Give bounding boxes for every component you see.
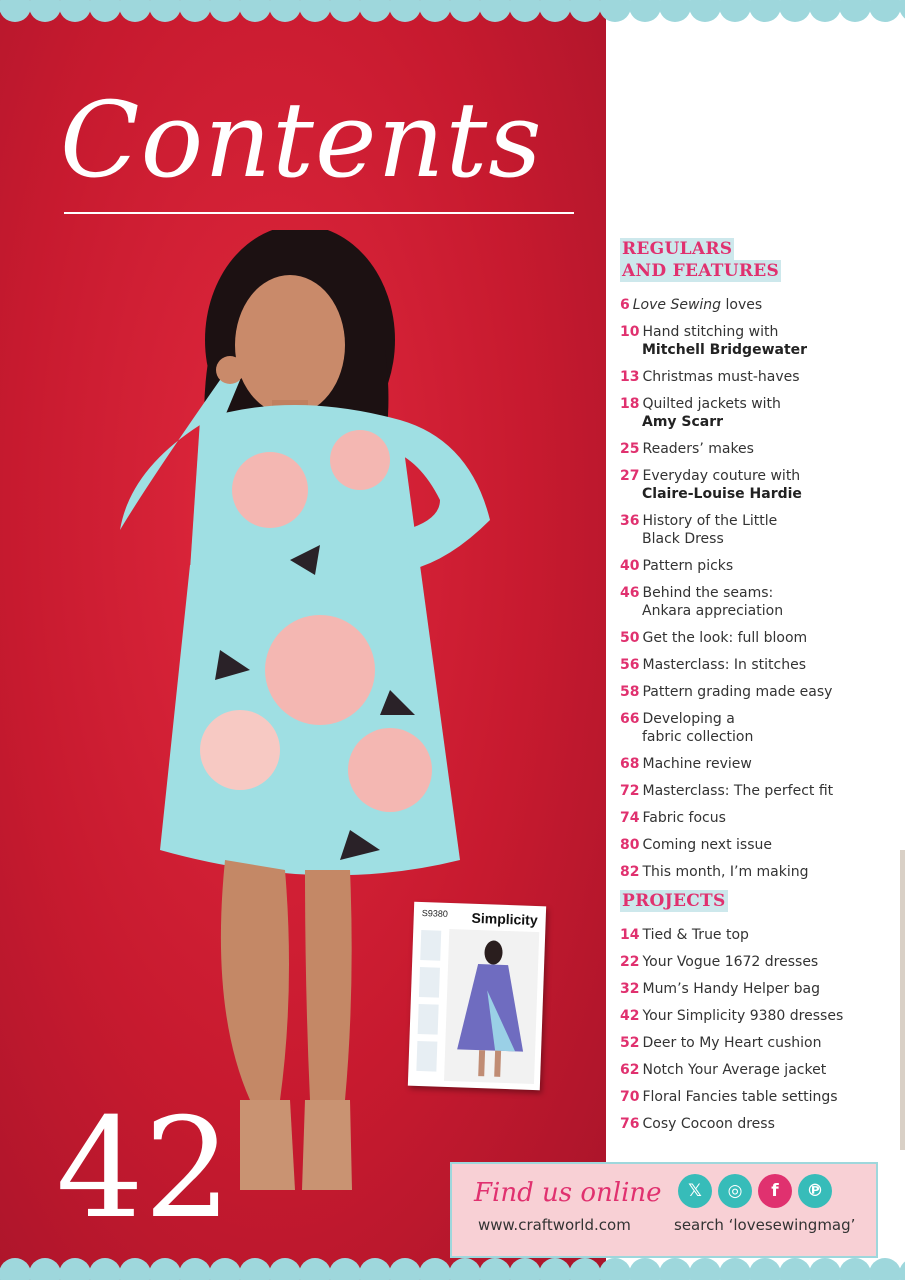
contents-entry[interactable] [620,395,900,431]
pattern-envelope [408,902,546,1090]
pattern-code: S9380 [421,908,449,919]
website-link[interactable]: www.craftworld.com [478,1216,631,1234]
entry-title: Your Vogue 1672 dresses [642,954,819,970]
entry-page-number: 25 [620,441,640,457]
entry-title: Cosy Cocoon dress [642,1116,775,1132]
entry-title: Masterclass: The perfect fit [642,783,834,799]
entry-page-number: 6 [620,297,630,313]
entry-page-number: 22 [620,954,640,970]
entry-title-line2: Amy Scarr [642,414,724,430]
entry-title: Get the look: full bloom [642,630,808,646]
entry-title: This month, I’m making [642,864,809,880]
contents-entry[interactable] [620,782,900,800]
contents-entry[interactable] [620,557,900,575]
contents-entry[interactable] [620,836,900,854]
find-us-online-box [450,1162,878,1258]
entry-page-number: 27 [620,468,640,484]
contents-entry[interactable] [620,1115,900,1133]
contents-entry[interactable] [620,1007,900,1025]
scallop-border-top [0,0,905,24]
contents-entry[interactable] [620,296,900,314]
entry-title: Notch Your Average jacket [642,1062,827,1078]
entry-title: Hand stitching with [642,324,779,340]
entry-page-number: 50 [620,630,640,646]
contents-entry[interactable] [620,1088,900,1106]
page-edge-strip [900,850,905,1150]
entry-title: Quilted jackets with [642,396,781,412]
contents-entry[interactable] [620,467,900,503]
find-us-online-title: Find us online [474,1178,662,1208]
contents-entry[interactable] [620,710,900,746]
contents-entry[interactable] [620,809,900,827]
contents-entry[interactable] [620,584,900,620]
contents-entry[interactable] [620,980,900,998]
entry-title-line2: fabric collection [642,729,754,745]
contents-entry[interactable] [620,323,900,359]
entry-page-number: 62 [620,1062,640,1078]
projects-heading-block [620,890,900,912]
facebook-icon[interactable]: f [758,1174,792,1208]
entry-page-number: 74 [620,810,640,826]
social-search-handle: search ‘lovesewingmag’ [674,1216,856,1234]
page-number: 42 [56,1088,232,1249]
pinterest-icon[interactable]: ℗ [798,1174,832,1208]
entry-title: Readers’ makes [642,441,754,457]
contents-entry[interactable] [620,1034,900,1052]
contents-entry[interactable] [620,683,900,701]
entry-page-number: 46 [620,585,640,601]
entry-title: Fabric focus [642,810,726,826]
entry-page-number: 82 [620,864,640,880]
contents-entry[interactable] [620,629,900,647]
contents-entry[interactable] [620,1061,900,1079]
entry-title: Pattern grading made easy [642,684,833,700]
entry-page-number: 13 [620,369,640,385]
entry-title: Deer to My Heart cushion [642,1035,822,1051]
entry-page-number: 68 [620,756,640,772]
title-underline [64,212,574,214]
entry-page-number: 42 [620,1008,640,1024]
entry-title: Pattern picks [642,558,734,574]
contents-entry[interactable] [620,656,900,674]
entry-title-suffix: loves [725,297,763,313]
entry-title: Developing a [642,711,735,727]
entry-page-number: 14 [620,927,640,943]
regulars-heading [620,238,900,282]
instagram-icon[interactable]: ◎ [718,1174,752,1208]
entry-title: Machine review [642,756,752,772]
pattern-brand-logo: Simplicity [471,909,538,929]
entry-page-number: 66 [620,711,640,727]
entry-title-line2: Mitchell Bridgewater [642,342,808,358]
entry-title: History of the Little [642,513,778,529]
x-icon[interactable]: 𝕏 [678,1174,712,1208]
page-title: Contents [60,79,543,201]
entry-title-line2: Ankara appreciation [642,603,784,619]
entry-page-number: 32 [620,981,640,997]
projects-list [620,926,900,1133]
entry-page-number: 18 [620,396,640,412]
entry-title-line2: Black Dress [642,531,724,547]
entry-title: Behind the seams: [642,585,774,601]
contents-entry[interactable] [620,953,900,971]
entry-page-number: 72 [620,783,640,799]
contents-entry[interactable] [620,440,900,458]
entry-page-number: 40 [620,558,640,574]
entry-page-number: 10 [620,324,640,340]
pattern-photo [444,929,539,1084]
entry-page-number: 58 [620,684,640,700]
entry-title: Christmas must-haves [642,369,800,385]
pattern-view-thumbnails [416,930,445,1079]
contents-list [620,238,900,1142]
entry-page-number: 80 [620,837,640,853]
regulars-list [620,296,900,881]
regulars-heading-line2: AND FEATURES [622,261,780,281]
contents-entry[interactable] [620,926,900,944]
entry-title: Your Simplicity 9380 dresses [642,1008,844,1024]
entry-page-number: 70 [620,1089,640,1105]
entry-title: Mum’s Handy Helper bag [642,981,820,997]
entry-title: Love Sewing [632,297,722,313]
entry-title: Masterclass: In stitches [642,657,806,673]
entry-title: Floral Fancies table settings [642,1089,838,1105]
projects-heading: PROJECTS [622,891,726,911]
entry-page-number: 52 [620,1035,640,1051]
entry-page-number: 76 [620,1116,640,1132]
regulars-heading-line1: REGULARS [622,239,733,259]
entry-title: Coming next issue [642,837,772,853]
entry-page-number: 56 [620,657,640,673]
entry-title: Tied & True top [642,927,749,943]
entry-title-line2: Claire-Louise Hardie [642,486,802,502]
contents-entry[interactable] [620,368,900,386]
entry-page-number: 36 [620,513,640,529]
contents-entry[interactable] [620,863,900,881]
contents-entry[interactable] [620,755,900,773]
scallop-border-bottom [0,1256,905,1280]
entry-title: Everyday couture with [642,468,801,484]
contents-entry[interactable] [620,512,900,548]
